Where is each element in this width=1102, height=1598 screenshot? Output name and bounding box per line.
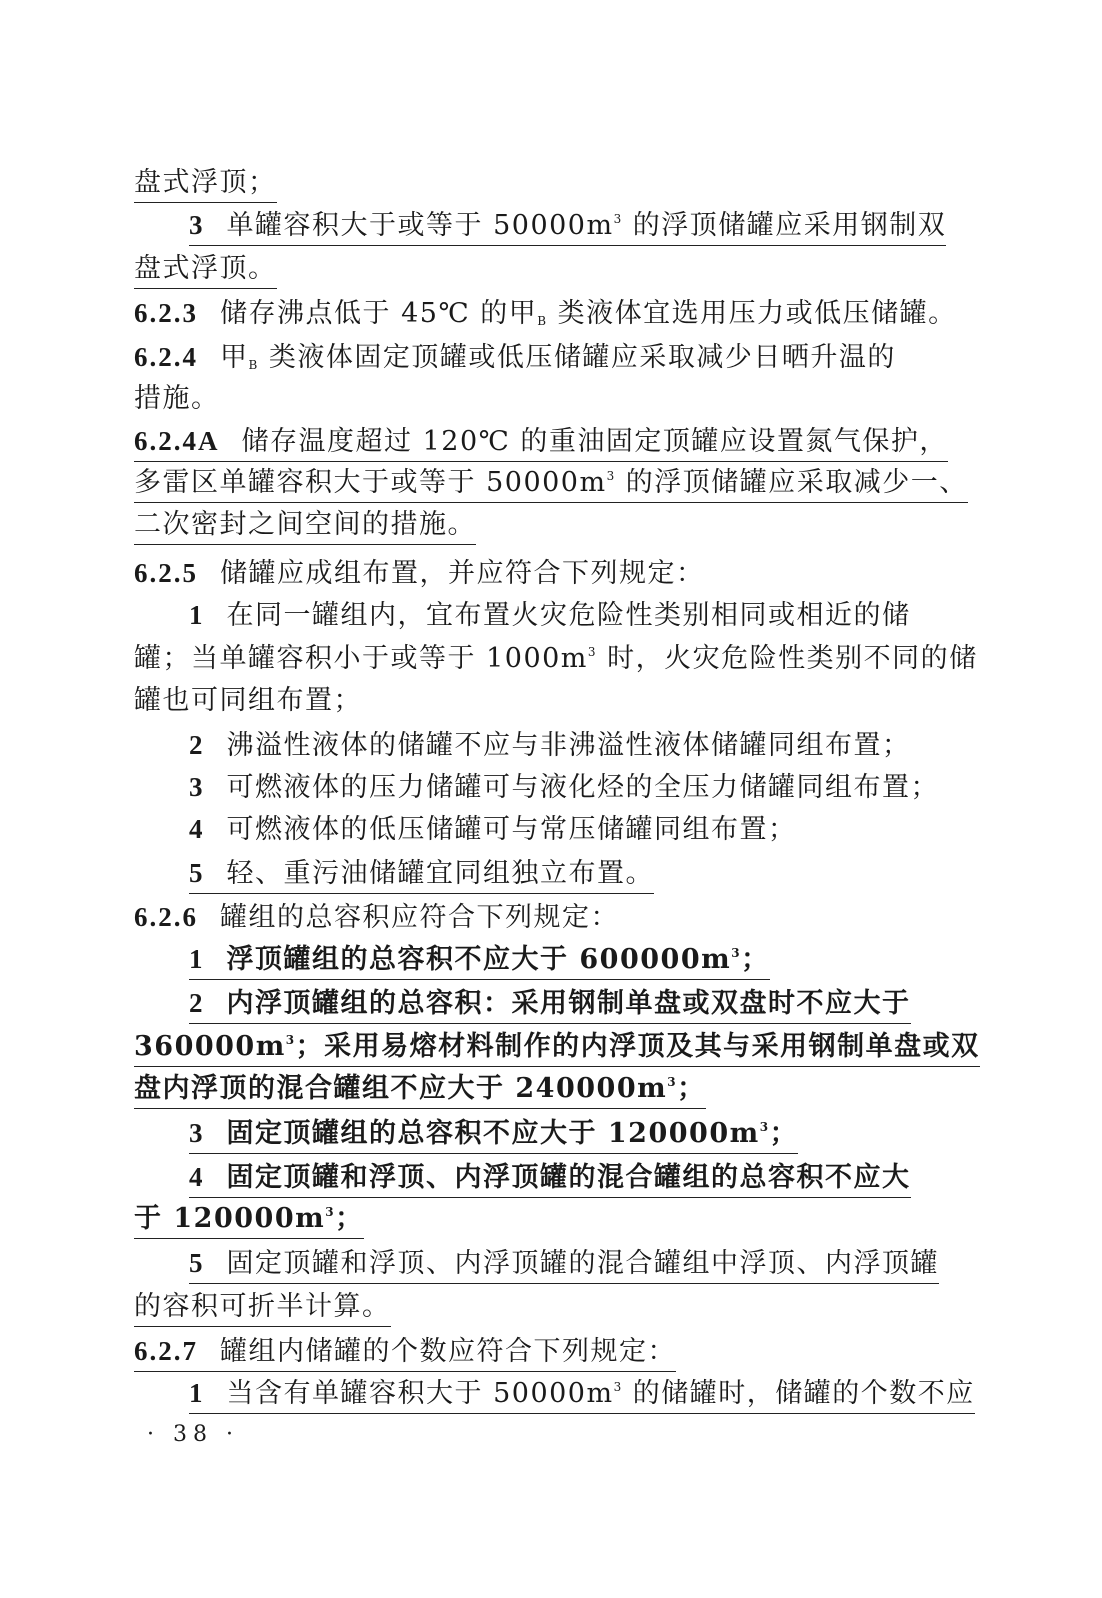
clause-number: 6.2.6	[134, 902, 198, 932]
line-text: 于 120000m	[134, 1203, 326, 1234]
list-item	[189, 1160, 911, 1198]
list-item	[189, 598, 911, 633]
item-number: 5	[189, 858, 205, 888]
line-text: 单罐容积大于或等于 50000m	[226, 210, 614, 241]
text-line	[134, 642, 978, 676]
line-text: 可燃液体的低压储罐可与常压储罐同组布置；	[226, 814, 797, 845]
text-line	[189, 208, 946, 246]
superscript: 3	[731, 946, 742, 960]
item-number: 4	[189, 814, 205, 844]
list-item	[189, 1246, 939, 1284]
line-text: 当含有单罐容积大于 50000m	[226, 1378, 614, 1409]
item-number: 2	[189, 988, 205, 1018]
line-text: 多雷区单罐容积大于或等于 50000m	[134, 467, 607, 498]
line-text: ；	[677, 1073, 706, 1104]
text-line	[134, 166, 277, 203]
text-line	[134, 1202, 364, 1239]
superscript: 3	[613, 212, 623, 226]
item-number: 3	[189, 210, 205, 240]
clause-number: 6.2.4	[134, 342, 198, 372]
text-line	[134, 1072, 706, 1109]
line-text: 罐；当单罐容积小于或等于 1000m	[134, 643, 588, 674]
line-text: 内浮顶罐组的总容积：采用钢制单盘或双盘时不应大于	[226, 988, 911, 1019]
line-text: 储罐应成组布置，并应符合下列规定：	[220, 558, 705, 589]
list-item	[189, 856, 654, 894]
line-text: 的储罐时，储罐的个数不应	[622, 1378, 975, 1409]
line-text: 储存温度超过 120℃ 的重油固定顶罐应设置氮气保护，	[241, 426, 948, 457]
subscript: B	[537, 314, 548, 328]
line-text: 时，火灾危险性类别不同的储	[597, 643, 978, 674]
superscript: 3	[667, 1075, 678, 1089]
line-text: 浮顶罐组的总容积不应大于 600000m	[226, 944, 732, 975]
clause-6-2-6	[134, 900, 619, 935]
clause-6-2-7	[134, 1334, 676, 1372]
list-item	[189, 812, 797, 847]
text-line	[134, 1290, 391, 1327]
clause-number: 6.2.7	[134, 1336, 198, 1366]
line-text: 罐组的总容积应符合下列规定：	[220, 902, 619, 933]
line-text: 类液体固定顶罐或低压储罐应采取减少日晒升温的	[258, 342, 896, 373]
line-text: 轻、重污油储罐宜同组独立布置。	[226, 858, 654, 889]
clause-6-2-5	[134, 556, 705, 591]
line-text: 沸溢性液体的储罐不应与非沸溢性液体储罐同组布置；	[226, 730, 911, 761]
line-text: 360000m	[134, 1031, 286, 1062]
text-line	[134, 252, 277, 289]
clause-6-2-3	[134, 296, 957, 331]
line-text: 措施。	[134, 383, 220, 414]
line-text: 可燃液体的压力储罐可与液化烃的全压力储罐同组布置；	[226, 772, 939, 803]
text-line	[134, 466, 968, 503]
line-text: 储存沸点低于 45℃ 的甲	[220, 298, 538, 329]
list-item	[189, 986, 911, 1024]
line-text: 罐组内储罐的个数应符合下列规定：	[220, 1336, 676, 1367]
list-item	[189, 728, 911, 763]
line-text: ；	[769, 1118, 799, 1149]
item-number: 3	[189, 772, 205, 802]
item-number: 1	[189, 1378, 205, 1408]
line-text: 在同一罐组内，宜布置火灾危险性类别相同或相近的储	[226, 600, 911, 631]
line-text: ；	[335, 1203, 364, 1234]
superscript: 3	[759, 1120, 770, 1134]
list-item	[189, 1116, 798, 1154]
clause-number: 6.2.5	[134, 558, 198, 588]
line-text: 甲	[220, 342, 249, 373]
superscript: 3	[325, 1205, 336, 1219]
superscript: 3	[587, 645, 598, 659]
text-line	[134, 508, 476, 545]
superscript: 3	[285, 1033, 296, 1047]
list-item	[189, 942, 770, 980]
clause-number: 6.2.3	[134, 298, 198, 328]
item-number: 2	[189, 730, 205, 760]
subscript: B	[248, 358, 259, 372]
item-number: 4	[189, 1162, 205, 1192]
item-number: 1	[189, 944, 205, 974]
clause-6-2-4	[134, 340, 896, 375]
line-text: 盘内浮顶的混合罐组不应大于 240000m	[134, 1073, 668, 1104]
line-text: ；	[741, 944, 770, 975]
line-text: 盘式浮顶。	[134, 253, 277, 284]
line-text: 固定顶罐组的总容积不应大于 120000m	[226, 1118, 760, 1149]
page-number: · 38 ·	[147, 1422, 239, 1447]
list-item	[189, 1376, 975, 1414]
line-text: 固定顶罐和浮顶、内浮顶罐的混合罐组中浮顶、内浮顶罐	[226, 1248, 939, 1279]
line-text: 的容积可折半计算。	[134, 1291, 391, 1322]
superscript: 3	[613, 1380, 623, 1394]
text-line	[134, 1030, 980, 1067]
line-text: 罐也可同组布置；	[134, 685, 362, 716]
clause-6-2-4a	[134, 424, 948, 462]
item-number: 3	[189, 1118, 205, 1148]
item-number: 5	[189, 1248, 205, 1278]
line-text: ；采用易熔材料制作的内浮顶及其与采用钢制单盘或双	[295, 1031, 980, 1062]
line-text: 二次密封之间空间的措施。	[134, 509, 476, 540]
list-item	[189, 770, 939, 805]
line-text: 类液体宜选用压力或低压储罐。	[547, 298, 957, 329]
text-line	[134, 684, 362, 718]
line-text: 固定顶罐和浮顶、内浮顶罐的混合罐组的总容积不应大	[226, 1162, 911, 1193]
item-number: 1	[189, 600, 205, 630]
superscript: 3	[606, 469, 616, 483]
line-text: 的浮顶储罐应采取减少一、	[615, 467, 968, 498]
clause-number: 6.2.4A	[134, 426, 220, 456]
text-line	[134, 382, 220, 416]
line-text: 的浮顶储罐应采用钢制双	[622, 210, 947, 241]
line-text: 盘式浮顶；	[134, 167, 277, 198]
